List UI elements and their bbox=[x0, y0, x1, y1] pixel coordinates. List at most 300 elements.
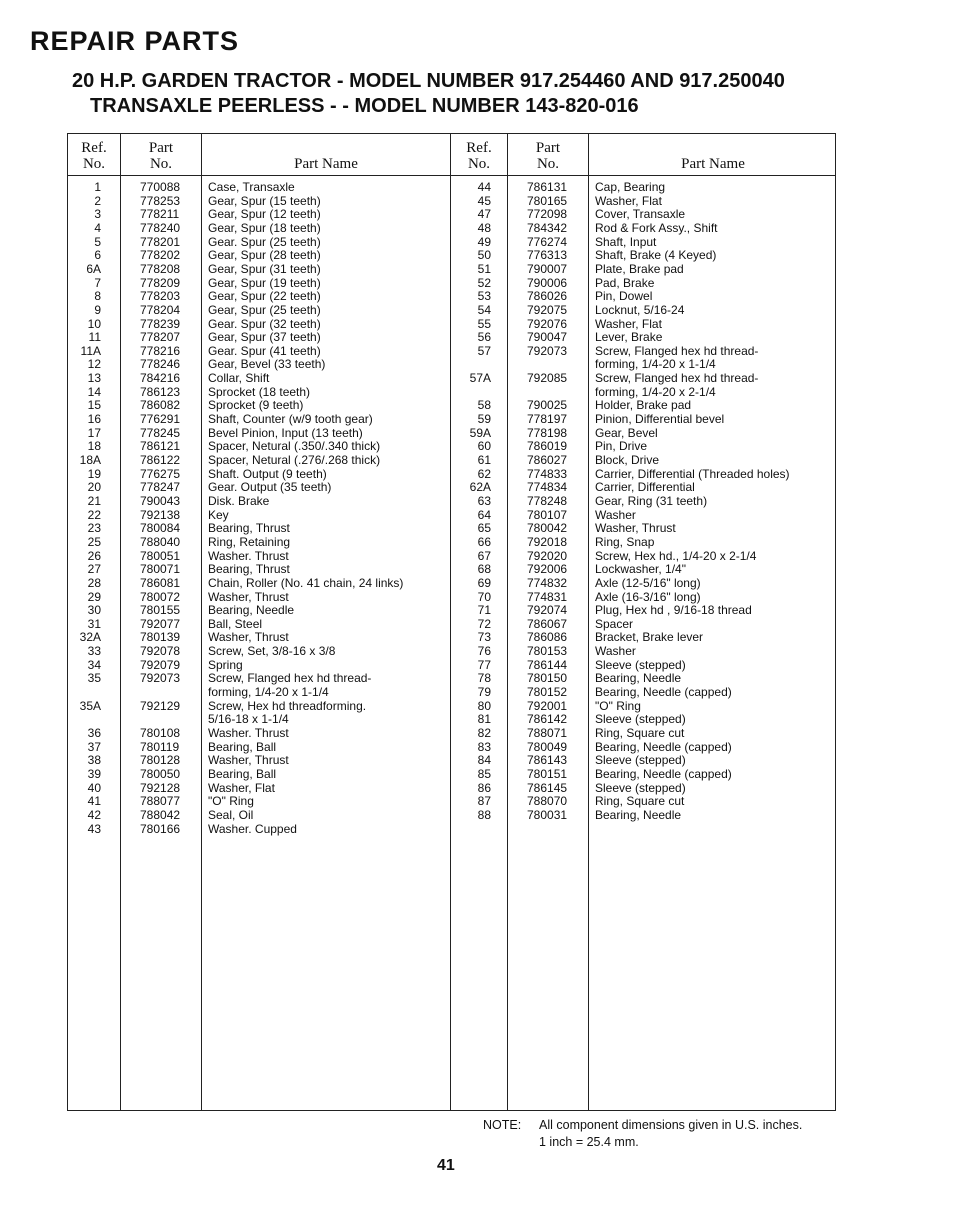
part-name: Washer, Thrust bbox=[208, 589, 289, 604]
header-name-label: Part Name bbox=[294, 156, 358, 172]
ref-number: 68 bbox=[477, 562, 491, 577]
ref-number: 19 bbox=[87, 466, 101, 481]
part-number: 786067 bbox=[527, 616, 568, 631]
part-name: Locknut, 5/16-24 bbox=[595, 302, 685, 317]
ref-number: 49 bbox=[477, 234, 491, 249]
part-number: 778246 bbox=[140, 357, 181, 372]
part-number: 778248 bbox=[527, 493, 568, 508]
ref-number: 59 bbox=[477, 412, 491, 427]
part-number: 792073 bbox=[140, 671, 181, 686]
ref-number: 26 bbox=[87, 548, 101, 563]
ref-number: 80 bbox=[477, 698, 491, 713]
part-name: Plate, Brake pad bbox=[595, 261, 684, 276]
part-name: Gear, Spur (18 teeth) bbox=[208, 220, 321, 235]
ref-number: 84 bbox=[477, 753, 491, 768]
header-ref-label: Ref. No. bbox=[81, 140, 107, 172]
ref-number: 61 bbox=[477, 453, 491, 467]
part-name: Disk. Brake bbox=[208, 493, 270, 508]
ref-number: 67 bbox=[477, 548, 491, 563]
part-number: 792075 bbox=[527, 302, 568, 317]
part-name: Ring, Square cut bbox=[595, 726, 685, 740]
model-subtitle: 20 H.P. GARDEN TRACTOR - MODEL NUMBER 917.254460 AND 917.250040 bbox=[72, 70, 785, 92]
ref-number: 73 bbox=[477, 630, 491, 645]
part-number: 778207 bbox=[140, 330, 181, 345]
ref-number: 25 bbox=[87, 534, 101, 549]
part-number: 788040 bbox=[140, 534, 181, 549]
ref-number: 70 bbox=[477, 589, 491, 604]
note-line-1: All component dimensions given in U.S. inches. bbox=[539, 1118, 803, 1132]
transaxle-subtitle: TRANSAXLE PEERLESS - - MODEL NUMBER 143-820-016 bbox=[90, 95, 639, 117]
ref-number: 11A bbox=[80, 343, 101, 358]
ref-number: 37 bbox=[87, 739, 101, 754]
part-name: Bearing, Needle (capped) bbox=[595, 739, 732, 754]
part-number: 778253 bbox=[140, 193, 181, 208]
part-name: Cover, Transaxle bbox=[595, 207, 686, 222]
part-name: Screw, Flanged hex hd thread- bbox=[595, 371, 759, 386]
part-name: Bearing, Needle bbox=[208, 603, 295, 618]
part-name: Pin, Drive bbox=[595, 439, 648, 454]
ref-number: 43 bbox=[87, 821, 101, 836]
ref-number: 77 bbox=[477, 657, 491, 672]
header-part-label: Part No. bbox=[535, 140, 561, 172]
ref-number: 29 bbox=[87, 589, 101, 604]
part-number: 792138 bbox=[140, 507, 181, 522]
part-number: 790047 bbox=[527, 330, 568, 345]
header-part-name bbox=[589, 156, 837, 172]
part-number: 780084 bbox=[140, 521, 181, 536]
part-name: Gear, Spur (19 teeth) bbox=[208, 275, 321, 290]
part-number: 784342 bbox=[527, 220, 568, 235]
part-name: Bearing, Needle bbox=[595, 807, 682, 822]
ref-number: 30 bbox=[87, 603, 101, 618]
ref-number: 23 bbox=[87, 521, 101, 536]
part-name: Key bbox=[208, 507, 229, 522]
ref-number: 85 bbox=[477, 766, 491, 781]
ref-number: 1 bbox=[94, 180, 101, 194]
ref-number: 64 bbox=[477, 507, 491, 522]
part-name: Gear, Spur (37 teeth) bbox=[208, 330, 321, 345]
part-name: forming, 1/4-20 x 2-1/4 bbox=[595, 384, 716, 399]
ref-number: 76 bbox=[477, 644, 491, 659]
part-number: 774834 bbox=[527, 480, 568, 495]
part-name: Screw, Flanged hex hd thread- bbox=[208, 671, 372, 686]
part-number: 792018 bbox=[527, 534, 568, 549]
part-name: Case, Transaxle bbox=[208, 180, 295, 194]
part-name: Gear. Spur (32 teeth) bbox=[208, 316, 321, 331]
ref-number: 4 bbox=[94, 220, 101, 235]
ref-number: 59A bbox=[469, 425, 491, 440]
part-name: Washer bbox=[595, 644, 636, 659]
part-name: Gear, Bevel bbox=[595, 425, 658, 440]
dimension-note bbox=[483, 1117, 802, 1151]
ref-number: 52 bbox=[477, 275, 491, 290]
part-number: 778201 bbox=[140, 234, 181, 249]
part-number: 786143 bbox=[527, 753, 568, 768]
part-number: 780108 bbox=[140, 726, 181, 740]
ref-number: 47 bbox=[477, 207, 491, 222]
part-number: 786081 bbox=[140, 575, 181, 590]
part-name: Bearing, Needle (capped) bbox=[595, 685, 732, 700]
part-number: 792077 bbox=[140, 616, 181, 631]
part-name: Shaft, Input bbox=[595, 234, 657, 249]
ref-number: 7 bbox=[94, 275, 101, 290]
header-rule bbox=[68, 175, 450, 176]
part-number: 790007 bbox=[527, 261, 568, 276]
part-name: Rod & Fork Assy., Shift bbox=[595, 220, 718, 235]
header-name-label: Part Name bbox=[681, 156, 745, 172]
part-name: Ring, Snap bbox=[595, 534, 655, 549]
part-number: 780071 bbox=[140, 562, 181, 577]
part-number: 780166 bbox=[140, 821, 181, 836]
part-name: Washer, Thrust bbox=[208, 753, 289, 768]
part-name: Sprocket (9 teeth) bbox=[208, 398, 304, 413]
ref-number: 42 bbox=[87, 807, 101, 822]
part-name: Block, Drive bbox=[595, 453, 660, 467]
part-number: 780150 bbox=[527, 671, 568, 686]
part-name: Ball, Steel bbox=[208, 616, 263, 631]
part-number: 780119 bbox=[140, 739, 180, 754]
part-number: 792074 bbox=[527, 603, 568, 618]
part-name: Washer, Flat bbox=[595, 193, 662, 208]
part-name: forming, 1/4-20 x 1-1/4 bbox=[595, 357, 716, 372]
part-name: Bearing, Ball bbox=[208, 766, 277, 781]
part-number: 792085 bbox=[527, 371, 568, 386]
part-name: Sprocket (18 teeth) bbox=[208, 384, 311, 399]
part-name: Screw, Set, 3/8-16 x 3/8 bbox=[208, 644, 336, 659]
ref-number: 44 bbox=[477, 180, 491, 194]
ref-number: 62A bbox=[469, 480, 491, 495]
ref-number: 32A bbox=[79, 630, 101, 645]
ref-number: 83 bbox=[477, 739, 491, 754]
part-name: Pinion, Differential bevel bbox=[595, 412, 725, 427]
part-name: Bearing, Thrust bbox=[208, 562, 290, 577]
ref-number: 57A bbox=[469, 371, 491, 386]
part-number: 792006 bbox=[527, 562, 568, 577]
part-number: 778216 bbox=[140, 343, 181, 358]
part-number: 790006 bbox=[527, 275, 568, 290]
part-name: Carrier, Differential (Threaded holes) bbox=[595, 466, 790, 481]
part-number: 780152 bbox=[527, 685, 568, 700]
ref-number: 35 bbox=[87, 671, 101, 686]
part-name: Washer. Thrust bbox=[208, 726, 289, 740]
part-name: Sleeve (stepped) bbox=[595, 712, 686, 727]
header-part-label: Part No. bbox=[148, 140, 174, 172]
part-name: Bevel Pinion, Input (13 teeth) bbox=[208, 425, 363, 440]
part-name: Gear, Spur (22 teeth) bbox=[208, 289, 321, 304]
part-name: Plug, Hex hd , 9/16-18 thread bbox=[595, 603, 752, 618]
ref-number: 60 bbox=[477, 439, 491, 454]
parts-table bbox=[67, 133, 836, 1111]
part-name: Gear. Output (35 teeth) bbox=[208, 480, 332, 495]
ref-number: 50 bbox=[477, 248, 491, 263]
part-number: 780107 bbox=[527, 507, 568, 522]
ref-number: 40 bbox=[87, 780, 101, 795]
ref-number: 18 bbox=[87, 439, 101, 454]
ref-number: 5 bbox=[94, 234, 101, 249]
ref-number: 38 bbox=[87, 753, 101, 768]
ref-number: 12 bbox=[87, 357, 101, 372]
part-name: Pad, Brake bbox=[595, 275, 655, 290]
part-name: Axle (12-5/16" long) bbox=[595, 575, 701, 590]
part-name: Holder, Brake pad bbox=[595, 398, 692, 413]
part-name: Gear, Ring (31 teeth) bbox=[595, 493, 708, 508]
part-number: 786121 bbox=[140, 439, 181, 454]
part-number: 780151 bbox=[527, 766, 568, 781]
part-number: 778197 bbox=[527, 412, 568, 427]
part-number: 780031 bbox=[527, 807, 568, 822]
part-number: 778239 bbox=[140, 316, 181, 331]
part-number: 776291 bbox=[140, 412, 181, 427]
column-divider bbox=[507, 134, 508, 1110]
part-number: 788071 bbox=[527, 726, 568, 740]
part-name: Washer, Thrust bbox=[208, 630, 289, 645]
part-name: Washer, Flat bbox=[595, 316, 662, 331]
part-number: 788042 bbox=[140, 807, 181, 822]
part-number: 780051 bbox=[140, 548, 181, 563]
header-part-name bbox=[202, 156, 450, 172]
part-name: Washer, Flat bbox=[208, 780, 275, 795]
ref-number: 33 bbox=[87, 644, 101, 659]
part-name: Lever, Brake bbox=[595, 330, 663, 345]
ref-number: 87 bbox=[477, 794, 491, 809]
ref-number: 8 bbox=[94, 289, 101, 304]
ref-number: 66 bbox=[477, 534, 491, 549]
header-ref-no bbox=[451, 140, 507, 172]
part-number: 786027 bbox=[527, 453, 568, 467]
part-number: 792020 bbox=[527, 548, 568, 563]
ref-number: 69 bbox=[477, 575, 491, 590]
part-number: 786019 bbox=[527, 439, 568, 454]
page-title: REPAIR PARTS bbox=[30, 26, 240, 56]
ref-number: 28 bbox=[87, 575, 101, 590]
part-name: Bearing, Needle bbox=[595, 671, 682, 686]
part-number: 780155 bbox=[140, 603, 181, 618]
ref-number: 21 bbox=[87, 493, 101, 508]
part-name: Ring, Square cut bbox=[595, 794, 685, 809]
ref-number: 41 bbox=[87, 794, 101, 809]
part-name: Sleeve (stepped) bbox=[595, 753, 686, 768]
ref-number: 81 bbox=[477, 712, 491, 727]
ref-number: 10 bbox=[87, 316, 101, 331]
part-name: Bearing, Ball bbox=[208, 739, 277, 754]
part-name: Screw, Flanged hex hd thread- bbox=[595, 343, 759, 358]
part-number: 792073 bbox=[527, 343, 568, 358]
ref-number: 39 bbox=[87, 766, 101, 781]
part-number: 786122 bbox=[140, 453, 181, 467]
part-name: Screw, Hex hd threadforming. bbox=[208, 698, 367, 713]
ref-number: 63 bbox=[477, 493, 491, 508]
part-number: 778211 bbox=[140, 207, 180, 222]
ref-number: 17 bbox=[87, 425, 101, 440]
part-number: 778204 bbox=[140, 302, 181, 317]
part-name: Bearing, Thrust bbox=[208, 521, 290, 536]
ref-number: 2 bbox=[94, 193, 101, 208]
ref-number: 27 bbox=[87, 562, 101, 577]
ref-number: 34 bbox=[87, 657, 101, 672]
part-number: 786086 bbox=[527, 630, 568, 645]
ref-number: 15 bbox=[87, 398, 101, 413]
part-name: Screw, Hex hd., 1/4-20 x 2-1/4 bbox=[595, 548, 757, 563]
part-number: 776275 bbox=[140, 466, 181, 481]
part-name: Gear, Spur (12 teeth) bbox=[208, 207, 321, 222]
part-name: Bracket, Brake lever bbox=[595, 630, 704, 645]
header-ref-no bbox=[68, 140, 120, 172]
part-number: 786142 bbox=[527, 712, 568, 727]
part-number: 792078 bbox=[140, 644, 181, 659]
note-label: NOTE: bbox=[483, 1118, 522, 1132]
part-name: Gear, Spur (31 teeth) bbox=[208, 261, 321, 276]
part-number: 770088 bbox=[140, 180, 181, 194]
part-name: 5/16-18 x 1-1/4 bbox=[208, 712, 289, 727]
part-number: 784216 bbox=[140, 371, 181, 386]
part-name: Washer. Cupped bbox=[208, 821, 297, 836]
part-name: Washer bbox=[595, 507, 636, 522]
ref-number: 6A bbox=[86, 261, 101, 276]
header-part-no bbox=[508, 140, 588, 172]
ref-number: 79 bbox=[477, 685, 491, 700]
part-number: 780165 bbox=[527, 193, 568, 208]
ref-number: 6 bbox=[94, 248, 101, 263]
part-number: 780042 bbox=[527, 521, 568, 536]
ref-number: 11 bbox=[88, 330, 101, 345]
part-number: 772098 bbox=[527, 207, 568, 222]
part-number: 778247 bbox=[140, 480, 181, 495]
ref-number: 55 bbox=[477, 316, 491, 331]
part-number: 780128 bbox=[140, 753, 181, 768]
ref-number: 9 bbox=[94, 302, 101, 317]
part-number: 780050 bbox=[140, 766, 181, 781]
ref-number: 72 bbox=[477, 616, 491, 631]
ref-number: 45 bbox=[477, 193, 491, 208]
ref-number: 36 bbox=[87, 726, 101, 740]
column-divider bbox=[201, 134, 202, 1110]
part-number: 780049 bbox=[527, 739, 568, 754]
part-number: 774832 bbox=[527, 575, 568, 590]
part-number: 792128 bbox=[140, 780, 181, 795]
part-number: 790025 bbox=[527, 398, 568, 413]
ref-number: 35A bbox=[79, 698, 101, 713]
part-number: 792129 bbox=[140, 698, 181, 713]
part-number: 786131 bbox=[527, 180, 568, 194]
part-name: Gear, Bevel (33 teeth) bbox=[208, 357, 326, 372]
part-name: Gear, Spur (25 teeth) bbox=[208, 302, 321, 317]
part-name: Shaft, Brake (4 Keyed) bbox=[595, 248, 717, 263]
part-name: Axle (16-3/16" long) bbox=[595, 589, 701, 604]
header-rule bbox=[450, 175, 835, 176]
part-number: 786026 bbox=[527, 289, 568, 304]
part-name: Gear, Spur (28 teeth) bbox=[208, 248, 321, 263]
ref-number: 82 bbox=[477, 726, 491, 740]
part-number: 786144 bbox=[527, 657, 568, 672]
ref-number: 51 bbox=[477, 261, 491, 276]
part-name: Sleeve (stepped) bbox=[595, 657, 686, 672]
part-number: 778209 bbox=[140, 275, 181, 290]
part-name: Lockwasher, 1/4" bbox=[595, 562, 686, 577]
page-number: 41 bbox=[437, 1157, 455, 1174]
ref-number: 86 bbox=[477, 780, 491, 795]
ref-number: 65 bbox=[477, 521, 491, 536]
part-name: Chain, Roller (No. 41 chain, 24 links) bbox=[208, 575, 404, 590]
part-name: Washer. Thrust bbox=[208, 548, 289, 563]
part-number: 780153 bbox=[527, 644, 568, 659]
part-number: 778203 bbox=[140, 289, 181, 304]
part-name: Gear. Spur (41 teeth) bbox=[208, 343, 321, 358]
ref-number: 58 bbox=[477, 398, 491, 413]
part-number: 788077 bbox=[140, 794, 181, 809]
ref-number: 57 bbox=[477, 343, 491, 358]
part-name: Spring bbox=[208, 657, 243, 672]
part-number: 778240 bbox=[140, 220, 181, 235]
ref-number: 53 bbox=[477, 289, 491, 304]
part-number: 788070 bbox=[527, 794, 568, 809]
part-name: forming, 1/4-20 x 1-1/4 bbox=[208, 685, 329, 700]
part-number: 790043 bbox=[140, 493, 181, 508]
part-number: 780139 bbox=[140, 630, 181, 645]
part-number: 774831 bbox=[527, 589, 568, 604]
ref-number: 71 bbox=[477, 603, 491, 618]
part-name: Pin, Dowel bbox=[595, 289, 653, 304]
part-number: 776313 bbox=[527, 248, 568, 263]
part-number: 786123 bbox=[140, 384, 181, 399]
ref-number: 20 bbox=[87, 480, 101, 495]
column-divider bbox=[588, 134, 589, 1110]
ref-number: 16 bbox=[87, 412, 101, 427]
part-name: Bearing, Needle (capped) bbox=[595, 766, 732, 781]
part-name: Gear. Spur (25 teeth) bbox=[208, 234, 321, 249]
part-name: Spacer, Netural (.350/.340 thick) bbox=[208, 439, 381, 454]
part-name: Cap, Bearing bbox=[595, 180, 666, 194]
ref-number: 14 bbox=[87, 384, 101, 399]
note-line-2: 1 inch = 25.4 mm. bbox=[539, 1135, 639, 1149]
ref-number: 62 bbox=[477, 466, 491, 481]
part-name: Spacer, Netural (.276/.268 thick) bbox=[208, 453, 381, 467]
part-name: "O" Ring bbox=[208, 794, 254, 809]
ref-number: 13 bbox=[87, 371, 101, 386]
part-name: Sleeve (stepped) bbox=[595, 780, 686, 795]
ref-number: 56 bbox=[477, 330, 491, 345]
part-name: Gear, Spur (15 teeth) bbox=[208, 193, 321, 208]
part-name: Spacer bbox=[595, 616, 634, 631]
ref-number: 31 bbox=[87, 616, 101, 631]
column-divider bbox=[120, 134, 121, 1110]
part-number: 778198 bbox=[527, 425, 568, 440]
ref-number: 22 bbox=[87, 507, 101, 522]
part-name: Shaft, Counter (w/9 tooth gear) bbox=[208, 412, 373, 427]
ref-number: 48 bbox=[477, 220, 491, 235]
part-name: Shaft. Output (9 teeth) bbox=[208, 466, 327, 481]
ref-number: 54 bbox=[477, 302, 491, 317]
header-ref-label: Ref. No. bbox=[466, 140, 492, 172]
part-number: 792076 bbox=[527, 316, 568, 331]
part-number: 780072 bbox=[140, 589, 181, 604]
part-number: 778202 bbox=[140, 248, 181, 263]
part-name: Seal, Oil bbox=[208, 807, 254, 822]
part-name: Washer, Thrust bbox=[595, 521, 676, 536]
part-number: 778208 bbox=[140, 261, 181, 276]
ref-number: 18A bbox=[79, 453, 101, 467]
ref-number: 88 bbox=[477, 807, 491, 822]
part-number: 774833 bbox=[527, 466, 568, 481]
part-name: Collar, Shift bbox=[208, 371, 270, 386]
part-number: 776274 bbox=[527, 234, 568, 249]
part-name: Ring, Retaining bbox=[208, 534, 291, 549]
header-part-no bbox=[121, 140, 201, 172]
part-number: 792001 bbox=[527, 698, 568, 713]
part-name: "O" Ring bbox=[595, 698, 641, 713]
ref-number: 78 bbox=[477, 671, 491, 686]
part-number: 786145 bbox=[527, 780, 568, 795]
part-name: Carrier, Differential bbox=[595, 480, 695, 495]
